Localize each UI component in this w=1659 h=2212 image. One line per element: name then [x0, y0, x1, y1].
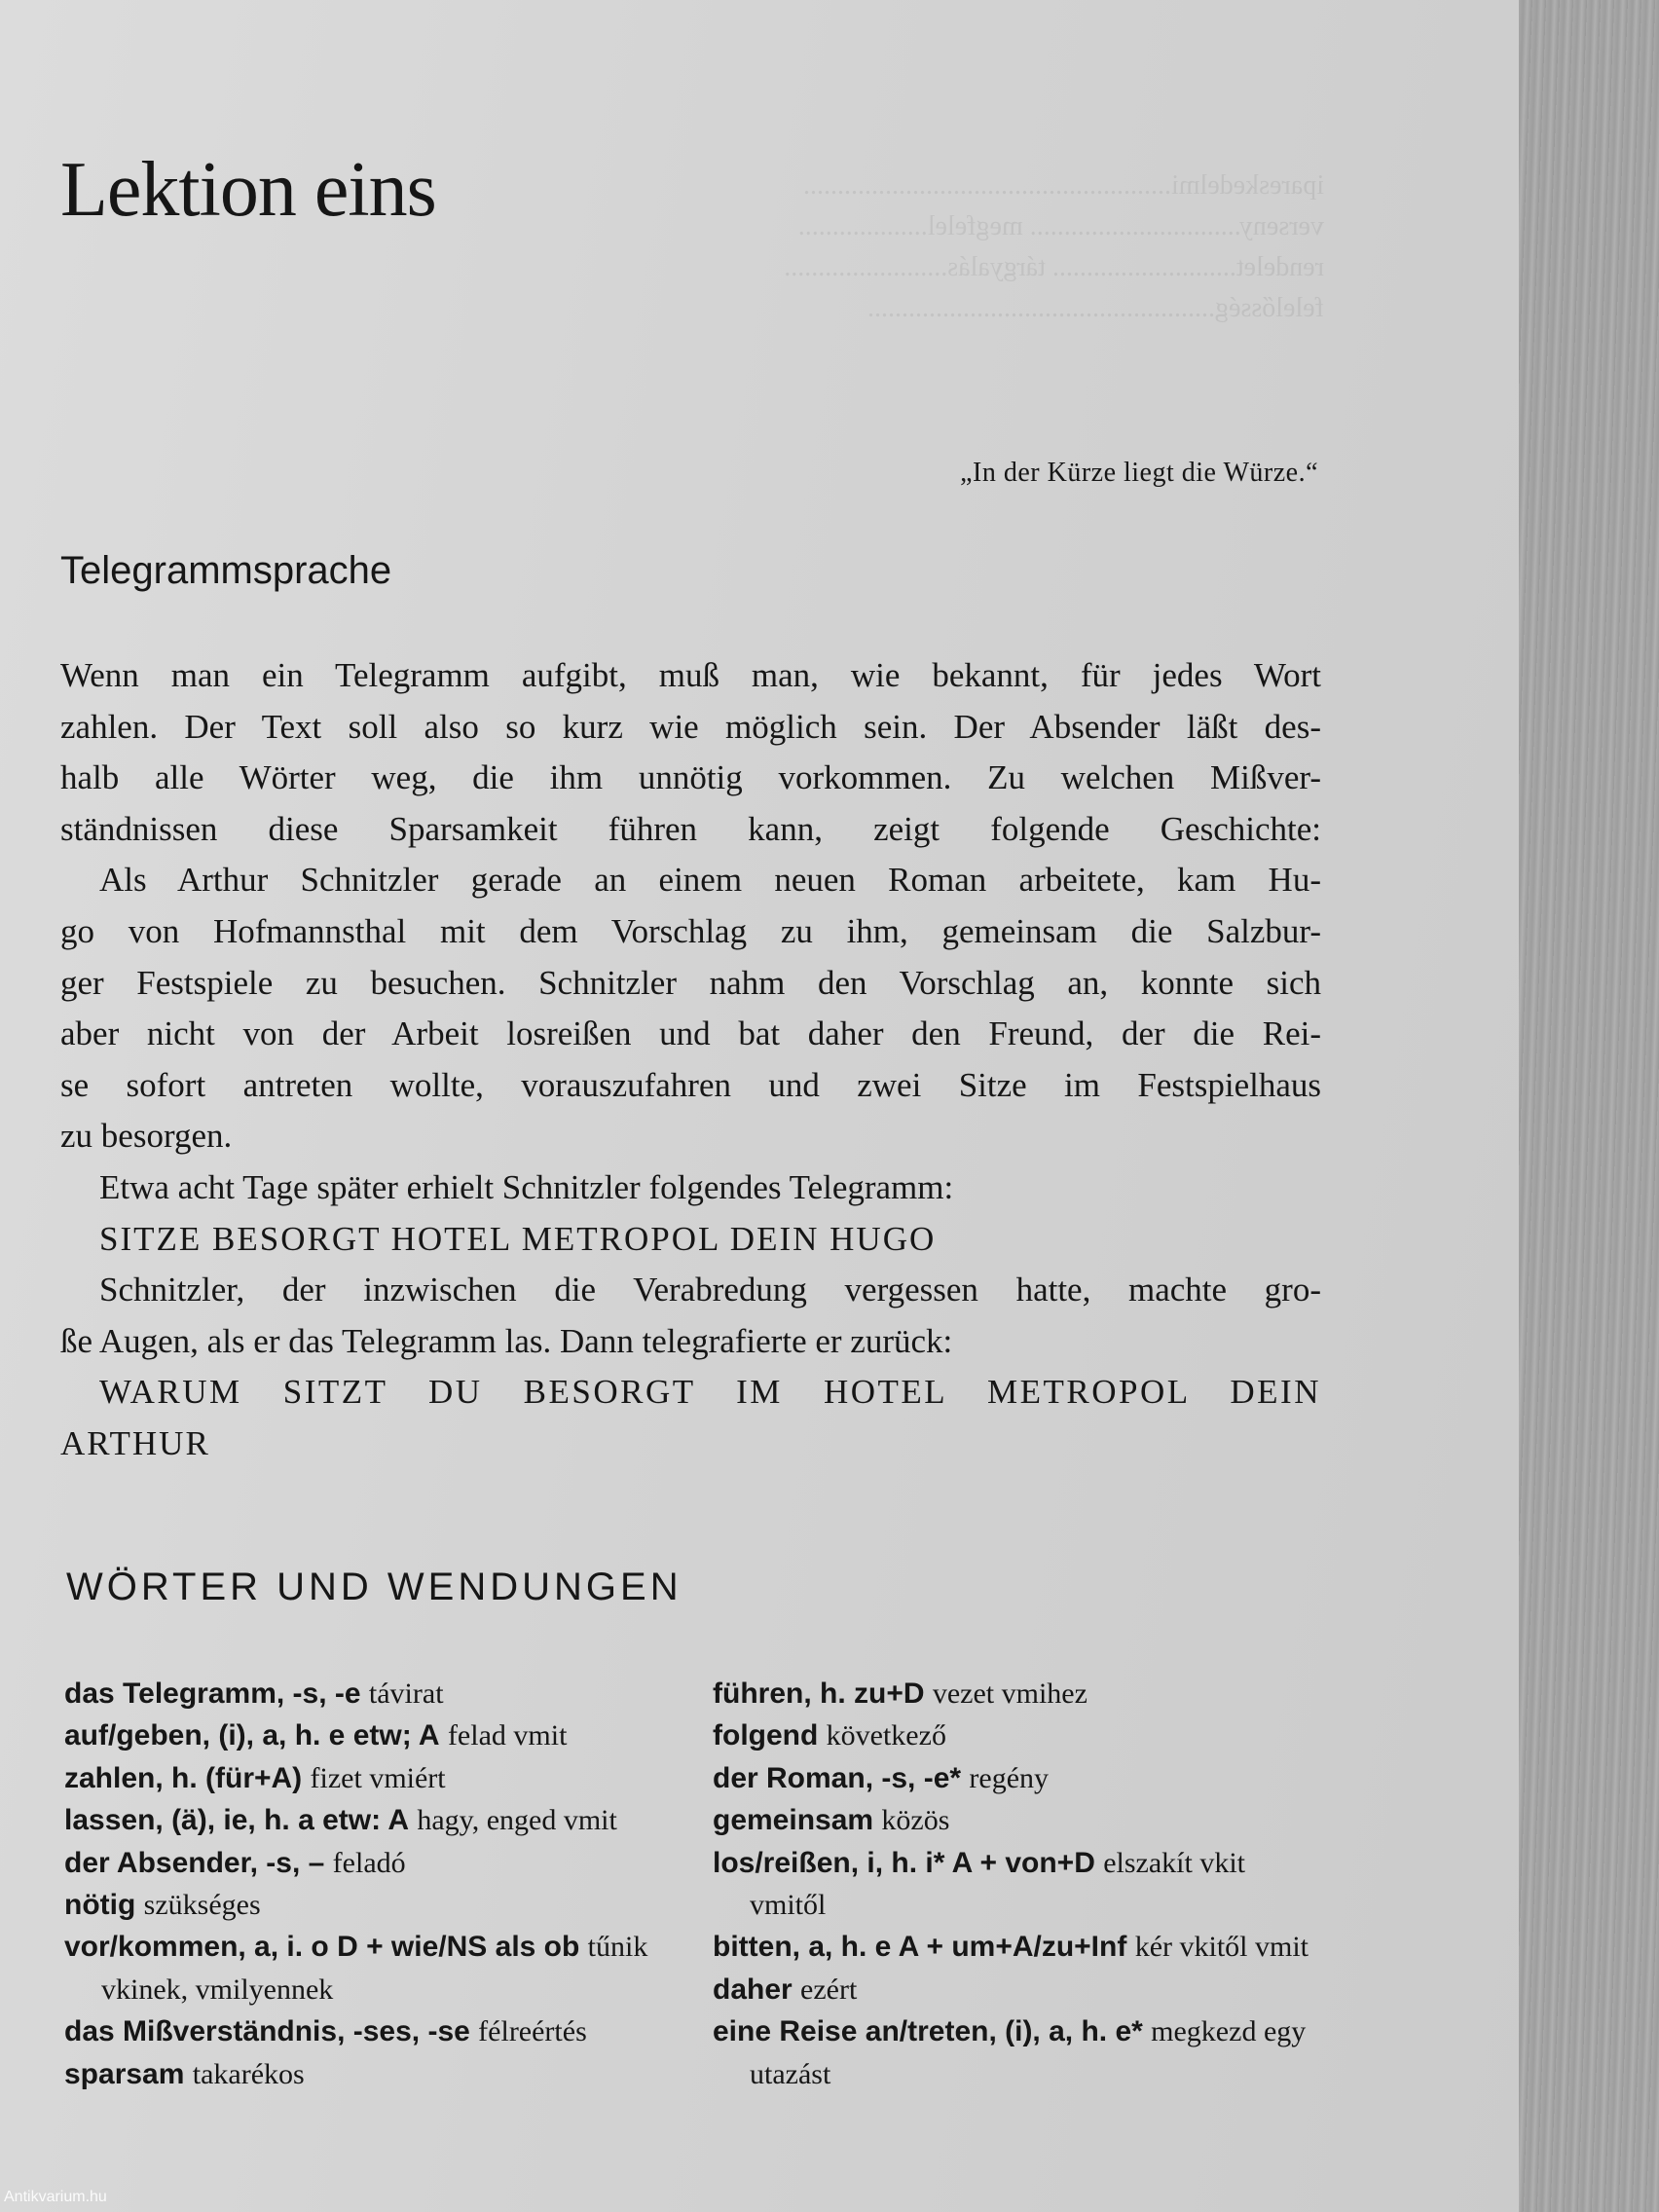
story-line: Etwa acht Tage später erhielt Schnitzler folgendes Telegramm:	[99, 1167, 954, 1206]
story-line: ger Festspiele zu besuchen. Schnitzler nahm den Vorschlag an, konnte sich	[60, 963, 1321, 1002]
motto-quote: „In der Kürze liegt die Würze.“	[960, 458, 1318, 488]
vocab-entry	[64, 2010, 668, 2052]
vocab-column-left	[64, 1673, 668, 2095]
translation: fizet vmiért	[310, 1761, 446, 1794]
translation: feladó	[332, 1846, 406, 1879]
vocab-entry	[64, 1799, 668, 1841]
vocab-entry	[713, 1969, 1326, 2010]
headword: der Absender, -s, –	[64, 1846, 325, 1879]
translation: tűnik vkinek, vmilyennek	[101, 1931, 648, 2006]
translation: ezért	[800, 1972, 858, 2006]
translation: regény	[969, 1761, 1050, 1794]
vocab-entry	[713, 1926, 1326, 1968]
headword: führen, h. zu+D	[713, 1677, 925, 1710]
story-line: Schnitzler, der inzwischen die Verabredung vergessen hatte, machte gro-	[99, 1271, 1321, 1309]
vocab-entry	[64, 1714, 668, 1756]
story-line: aber nicht von der Arbeit losreißen und bat daher den Freund, der die Rei-	[60, 1014, 1321, 1053]
vocab-entry	[64, 1673, 668, 1714]
headword: sparsam	[64, 2057, 185, 2090]
story-line: zahlen. Der Text soll also so kurz wie möglich sein. Der Absender läßt des-	[60, 707, 1321, 746]
story-line: ständnissen diese Sparsamkeit führen kann, zeigt folgende Geschichte:	[60, 809, 1321, 848]
translation: felad vmit	[447, 1719, 568, 1752]
vocab-entry	[713, 1714, 1326, 1756]
story-line: ße Augen, als er das Telegramm las. Dann telegrafierte er zurück:	[60, 1321, 953, 1360]
translation: takarékos	[192, 2057, 305, 2090]
telegram-text: ARTHUR	[60, 1423, 210, 1462]
headword: nötig	[64, 1889, 136, 1922]
vocab-entry	[713, 1757, 1326, 1799]
telegram-text: SITZE BESORGT HOTEL METROPOL DEIN HUGO	[99, 1219, 937, 1258]
text-title: Telegrammsprache	[60, 549, 392, 592]
translation: hagy, enged vmit	[417, 1804, 617, 1837]
story-line: Wenn man ein Telegramm aufgibt, muß man, wie bekannt, für jedes Wort	[60, 656, 1321, 694]
vocab-entry	[64, 1757, 668, 1799]
telegram-text: WARUM SITZT DU BESORGT IM HOTEL METROPOL DEIN	[99, 1373, 1321, 1412]
vocab-entry	[713, 1673, 1326, 1714]
translation: kér vkitől vmit	[1134, 1931, 1309, 1964]
vocab-entry	[64, 2053, 668, 2095]
watermark: Antikvarium.hu	[4, 2189, 107, 2205]
translation: szükséges	[143, 1889, 261, 1922]
headword: los/reißen, i, h. i* A + von+D	[713, 1846, 1095, 1879]
vocab-entry	[713, 1799, 1326, 1841]
translation: vezet vmihez	[932, 1677, 1088, 1710]
story-line: halb alle Wörter weg, die ihm unnötig vorkommen. Zu welchen Mißver-	[60, 758, 1321, 797]
lesson-title: Lektion eins	[60, 147, 436, 233]
vocab-column-right	[713, 1673, 1326, 2095]
vocab-entry	[64, 1842, 668, 1884]
headword: zahlen, h. (für+A)	[64, 1761, 303, 1794]
headword: daher	[713, 1972, 793, 2006]
headword: auf/geben, (i), a, h. e etw; A	[64, 1719, 440, 1752]
story-line: se sofort antreten wollte, vorauszufahren und zwei Sitze im Festspielhaus	[60, 1065, 1321, 1104]
vocab-entry	[713, 1842, 1326, 1927]
translation: közös	[881, 1804, 950, 1837]
story-line: go von Hofmannsthal mit dem Vorschlag zu ihm, gemeinsam die Salzbur-	[60, 911, 1321, 950]
headword: der Roman, -s, -e*	[713, 1761, 962, 1794]
headword: lassen, (ä), ie, h. a etw: A	[64, 1804, 409, 1837]
headword: das Mißverständnis, -ses, -se	[64, 2015, 470, 2048]
headword: folgend	[713, 1719, 819, 1752]
translation: félreértés	[478, 2015, 587, 2048]
vocab-entry	[64, 1926, 668, 2010]
translation: távirat	[368, 1677, 444, 1710]
story-text	[60, 650, 1321, 1470]
translation: következő	[826, 1719, 946, 1752]
headword: eine Reise an/treten, (i), a, h. e*	[713, 2015, 1143, 2048]
headword: das Telegramm, -s, -e	[64, 1677, 361, 1710]
headword: bitten, a, h. e A + um+A/zu+Inf	[713, 1931, 1127, 1964]
story-line: Als Arthur Schnitzler gerade an einem neuen Roman arbeitete, kam Hu-	[99, 861, 1321, 900]
vocab-entry	[64, 1884, 668, 1926]
page-edge-shadow	[1519, 0, 1659, 2212]
vocab-heading: WÖRTER UND WENDUNGEN	[66, 1566, 682, 1608]
headword: gemeinsam	[713, 1804, 874, 1837]
translation: elszakít vkit vmitől	[750, 1846, 1246, 1922]
vocab-entry	[713, 2010, 1326, 2095]
headword: vor/kommen, a, i. o D + wie/NS als ob	[64, 1931, 580, 1964]
show-through-text: ipareskedelmi...................................................... verseny............................... megfelel................... rendelet........................... tárgyalás........................ felelősség...................................................	[784, 170, 1324, 323]
story-line: zu besorgen.	[60, 1117, 233, 1156]
translation: megkezd egy utazást	[750, 2015, 1307, 2090]
